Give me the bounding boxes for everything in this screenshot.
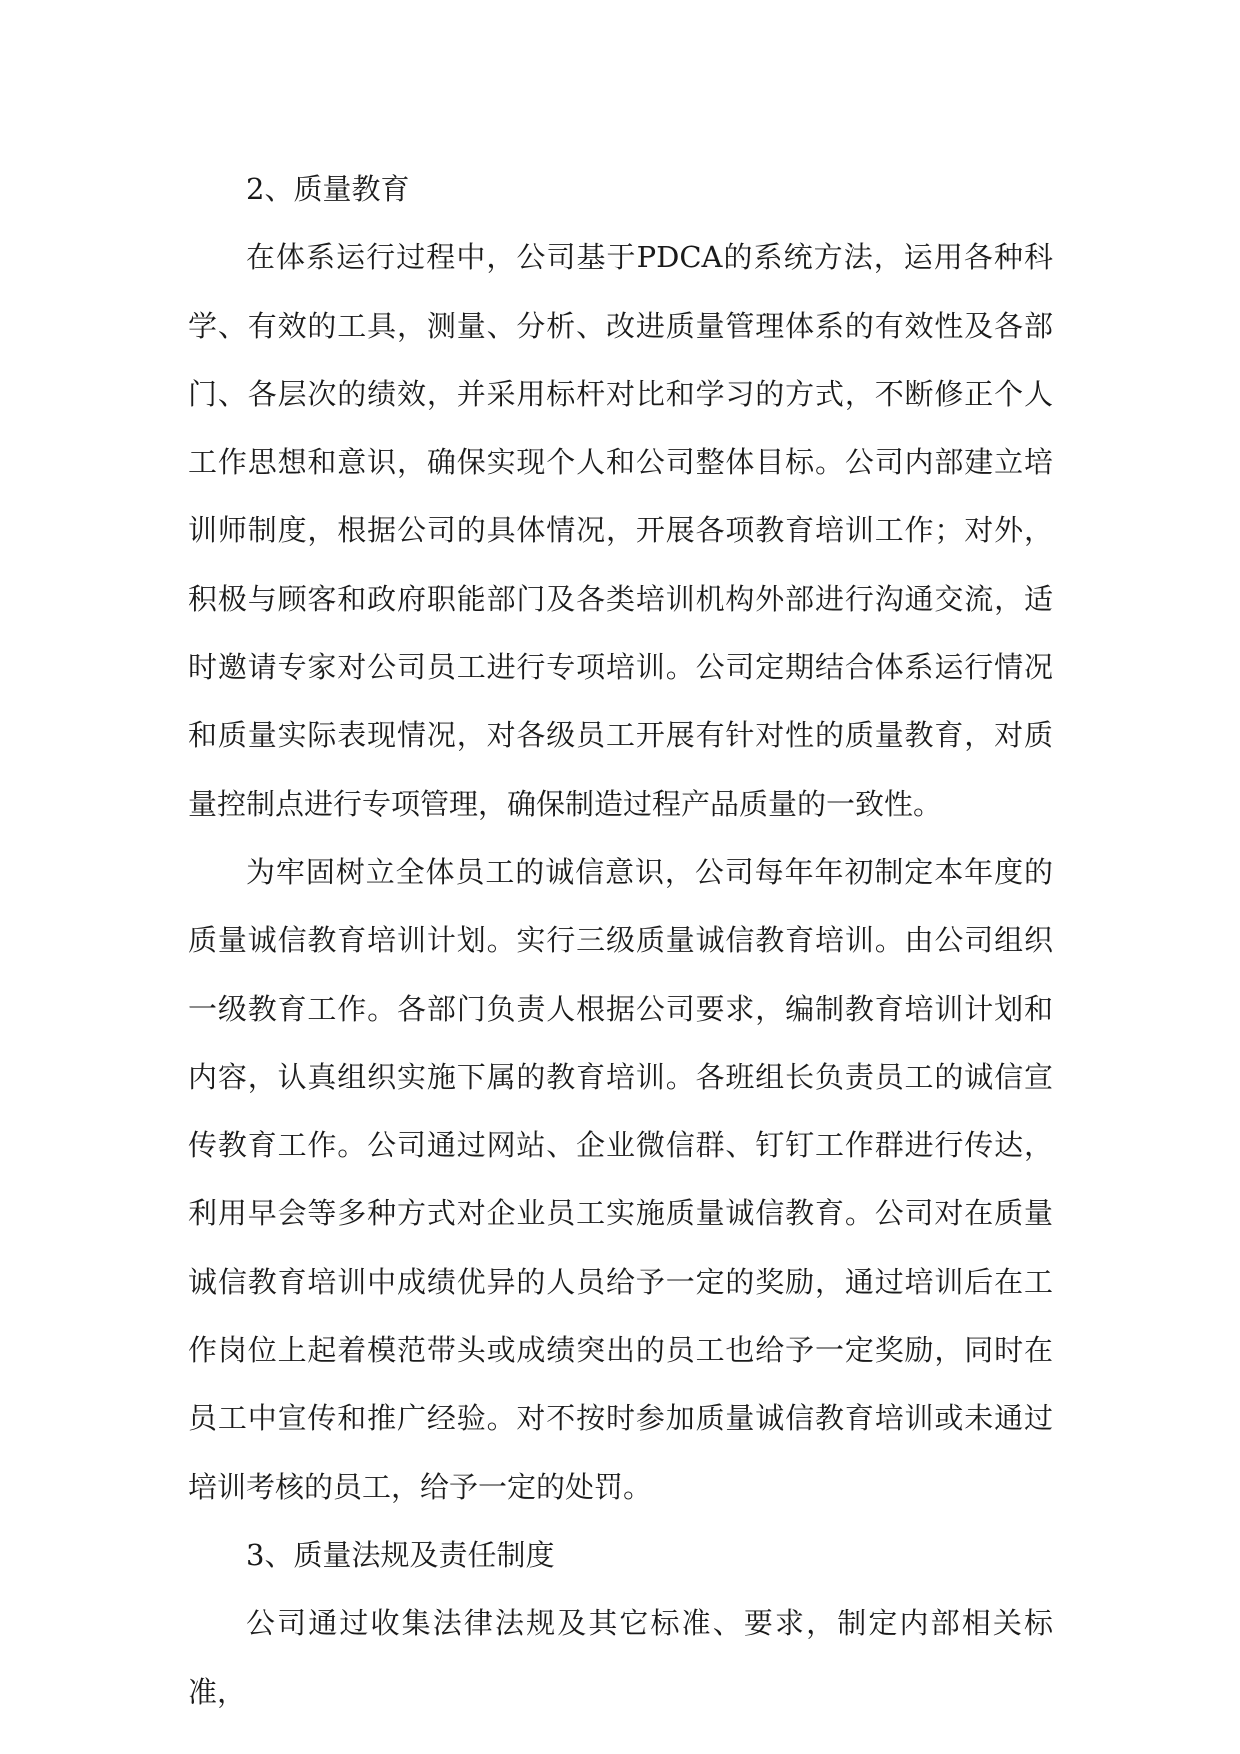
section-3-heading: 3、质量法规及责任制度	[246, 1537, 555, 1572]
document-body	[188, 155, 1053, 1726]
section-2-heading: 2、质量教育	[246, 172, 410, 206]
section-2-paragraph-1: 在体系运行过程中，公司基于PDCA的系统方法，运用各种科学、有效的工具，测量、分析、改进质量管理体系的有效性及各部门、各层次的绩效，并采用标杆对比和学习的方式，不断修正个人工作思想和意识，确保实现个人和公司整体目标。公司内部建立培训师制度，根据公司的具体情况，开展各项教育培训工作；对外，积极与顾客和政府职能部门及各类培训机构外部进行沟通交流，适时邀请专家对公司员工进行专项培训。公司定期结合体系运行情况和质量实际表现情况，对各级员工开展有针对性的质量教育，对质量控制点进行专项管理，确保制造过程产品质量的一致性。	[188, 240, 1053, 821]
section-3-paragraph-1: 公司通过收集法律法规及其它标准、要求，制定内部相关标准，	[188, 1606, 1053, 1709]
section-2-paragraph-2: 为牢固树立全体员工的诚信意识，公司每年年初制定本年度的质量诚信教育培训计划。实行三级质量诚信教育培训。由公司组织一级教育工作。各部门负责人根据公司要求，编制教育培训计划和内容，认真组织实施下属的教育培训。各班组长负责员工的诚信宣传教育工作。公司通过网站、企业微信群、钉钉工作群进行传达，利用早会等多种方式对企业员工实施质量诚信教育。公司对在质量诚信教育培训中成绩优异的人员给予一定的奖励，通过培训后在工作岗位上起着模范带头或成绩突出的员工也给予一定奖励，同时在员工中宣传和推广经验。对不按时参加质量诚信教育培训或未通过培训考核的员工，给予一定的处罚。	[188, 854, 1053, 1504]
